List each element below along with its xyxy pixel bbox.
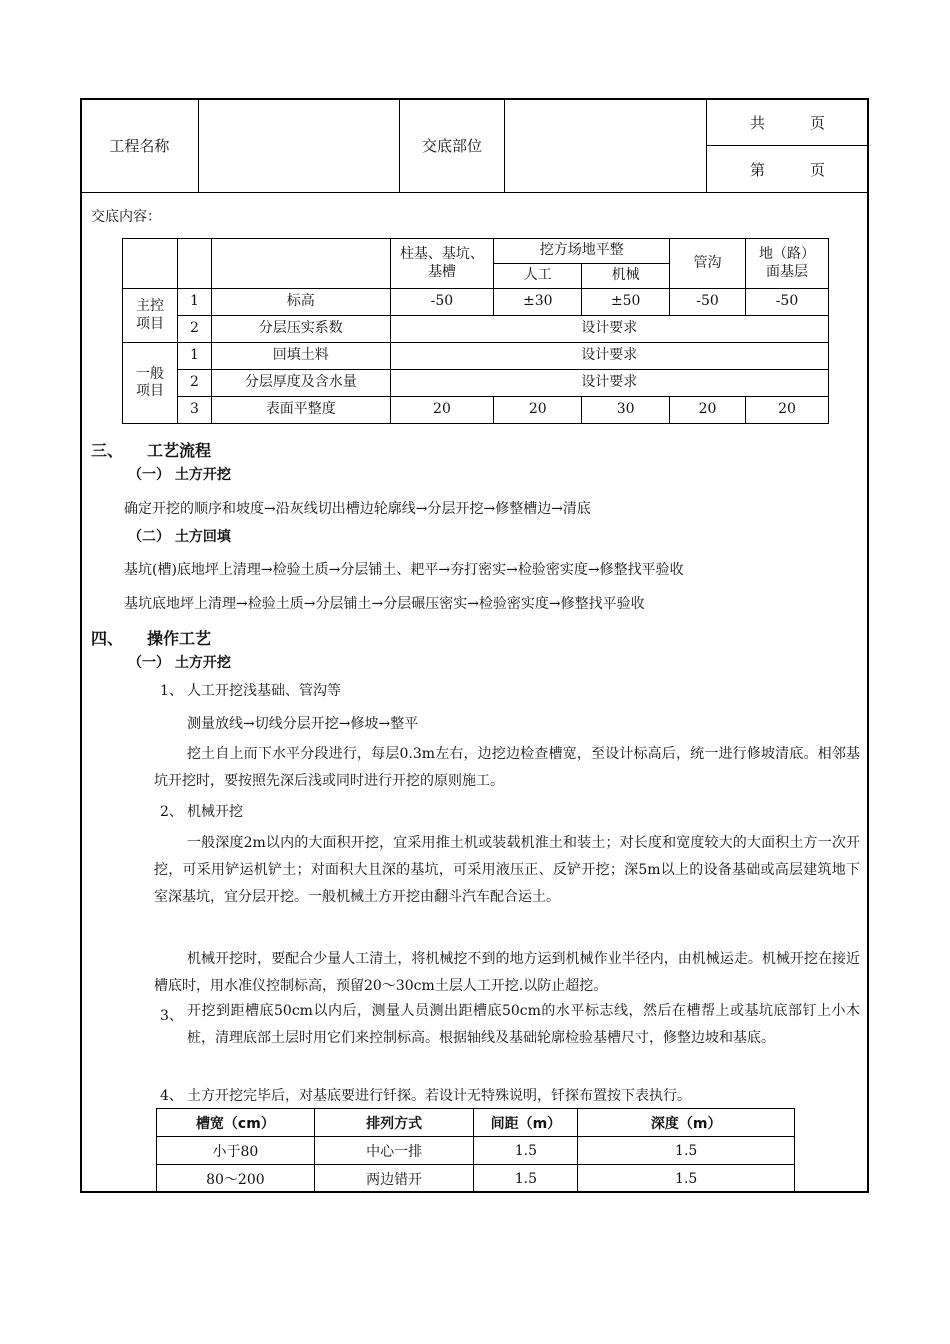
probe-cell: 1.5 bbox=[474, 1165, 578, 1193]
row-no: 1 bbox=[177, 343, 211, 370]
total-pages: 共 页 bbox=[707, 99, 869, 146]
section-3-sub2: （二） 土方回填 bbox=[128, 529, 231, 545]
section-3-number: 三、 bbox=[91, 441, 124, 460]
item-2-text-1: 一般深度2m以内的大面积开挖，宜采用推土机或装载机淮土和装土；对长度和宽度较大的大面积土方一次开挖，可采用铲运机铲土；对面积大且深的基坑，可采用液压正、反铲开挖；深5m以上的设备基础或高层建筑地下室深基坑，宜分层开挖。一般机械土方开挖由翻斗汽车配合运土。 bbox=[154, 835, 860, 905]
cell-value: -50 bbox=[390, 289, 494, 316]
backfill-flow-1: 基坑(槽)底地坪上清理→检验土质→分层铺土、耙平→夯打密实→检验密实度→修整找平验收 bbox=[124, 562, 684, 578]
cell-value: 20 bbox=[670, 397, 746, 424]
col-header-machine: 机械 bbox=[582, 264, 670, 289]
col-header-trench: 管沟 bbox=[670, 239, 746, 289]
probe-cell: 两边错开 bbox=[314, 1165, 474, 1193]
backfill-flow-2: 基坑底地坪上清理→检验土质→分层铺土→分层碾压密实→检验密实度→修整找平验收 bbox=[124, 596, 645, 612]
col-header-manual: 人工 bbox=[494, 264, 582, 289]
project-name-value bbox=[198, 99, 399, 193]
section-3-sub1: （一） 土方开挖 bbox=[128, 467, 231, 483]
item-2-number: 2、 bbox=[160, 804, 183, 820]
item-2-title: 机械开挖 bbox=[187, 804, 243, 820]
section-4-title: 操作工艺 bbox=[147, 629, 212, 648]
probe-cell: 1.5 bbox=[578, 1165, 795, 1193]
probe-cell: 1.5 bbox=[474, 1137, 578, 1165]
standard-table bbox=[122, 238, 829, 424]
cell-value: 20 bbox=[390, 397, 494, 424]
section-4-number: 四、 bbox=[91, 629, 124, 648]
item-3-number: 3、 bbox=[160, 1008, 183, 1024]
probe-cell: 小于80 bbox=[157, 1137, 315, 1165]
col-header-site-leveling: 挖方场地平整 bbox=[494, 239, 670, 264]
col-header-road-base: 地（路）面基层 bbox=[745, 239, 828, 289]
item-4-text: 土方开挖完毕后，对基底要进行钎探。若设计无特殊说明，钎探布置按下表执行。 bbox=[187, 1088, 691, 1104]
probe-cell: 1.5 bbox=[578, 1137, 795, 1165]
item-4-number: 4、 bbox=[160, 1088, 183, 1104]
general-group-label: 一般项目 bbox=[123, 343, 178, 424]
item-1-text: 挖土自上而下水平分段进行，每层0.3m左右，边挖边检查槽宽，至设计标高后，统一进行修坡清底。相邻基坑开挖时，要按照先深后浅或同时进行开挖的原则施工。 bbox=[154, 746, 860, 789]
probe-table bbox=[156, 1108, 795, 1193]
row-item: 分层厚度及含水量 bbox=[211, 370, 390, 397]
probe-cell: 中心一排 bbox=[314, 1137, 474, 1165]
cell-value: 20 bbox=[745, 397, 828, 424]
probe-header-depth: 深度（m） bbox=[578, 1109, 795, 1137]
cell-value: 20 bbox=[494, 397, 582, 424]
row-no: 2 bbox=[177, 370, 211, 397]
cell-value: 30 bbox=[582, 397, 670, 424]
main-group-label: 主控项目 bbox=[123, 289, 178, 343]
row-no: 3 bbox=[177, 397, 211, 424]
row-item: 分层压实系数 bbox=[211, 316, 390, 343]
section-4-sub1: （一） 土方开挖 bbox=[128, 655, 231, 671]
cell-value: -50 bbox=[745, 289, 828, 316]
section-3-title: 工艺流程 bbox=[147, 441, 212, 460]
cell-value: ±30 bbox=[494, 289, 582, 316]
row-item: 标高 bbox=[211, 289, 390, 316]
probe-header-spacing: 间距（m） bbox=[474, 1109, 578, 1137]
row-item: 表面平整度 bbox=[211, 397, 390, 424]
cell-value: -50 bbox=[670, 289, 746, 316]
row-no: 1 bbox=[177, 289, 211, 316]
item-3-text: 开挖到距槽底50cm以内后，测量人员测出距槽底50cm的水平标志线，然后在槽帮上或基坑底部钉上小木桩，清理底部土层时用它们来控制标高。根据轴线及基础轮廓检验基槽尺寸，修整边坡和基底。 bbox=[187, 1003, 860, 1046]
probe-cell: 80～200 bbox=[157, 1165, 315, 1193]
excavation-flow: 确定开挖的顺序和坡度→沿灰线切出槽边轮廓线→分层开挖→修整槽边→清底 bbox=[124, 501, 591, 517]
item-2-text-2: 机械开挖时，要配合少量人工清土，将机械挖不到的地方运到机械作业半径内，由机械运走。机械开挖在接近槽底时，用水准仪控制标高，预留20～30cm土层人工开挖.以防止超挖。 bbox=[154, 951, 860, 994]
item-1-flow: 测量放线→切线分层开挖→修坡→整平 bbox=[187, 716, 419, 732]
part-label: 交底部位 bbox=[399, 99, 505, 193]
row-no: 2 bbox=[177, 316, 211, 343]
cell-value: ±50 bbox=[582, 289, 670, 316]
merged-value: 设计要求 bbox=[390, 316, 828, 343]
part-value bbox=[505, 99, 707, 193]
project-name-label: 工程名称 bbox=[81, 99, 199, 193]
probe-header-width: 槽宽（cm） bbox=[157, 1109, 315, 1137]
row-item: 回填土料 bbox=[211, 343, 390, 370]
item-1-title: 人工开挖浅基础、管沟等 bbox=[187, 683, 341, 699]
item-1-number: 1、 bbox=[160, 683, 183, 699]
merged-value: 设计要求 bbox=[390, 343, 828, 370]
header-table bbox=[80, 98, 869, 193]
merged-value: 设计要求 bbox=[390, 370, 828, 397]
page-number: 第 页 bbox=[707, 146, 869, 193]
col-header-pit: 柱基、基坑、基槽 bbox=[390, 239, 494, 289]
content-label: 交底内容： bbox=[91, 209, 161, 225]
probe-header-arrangement: 排列方式 bbox=[314, 1109, 474, 1137]
